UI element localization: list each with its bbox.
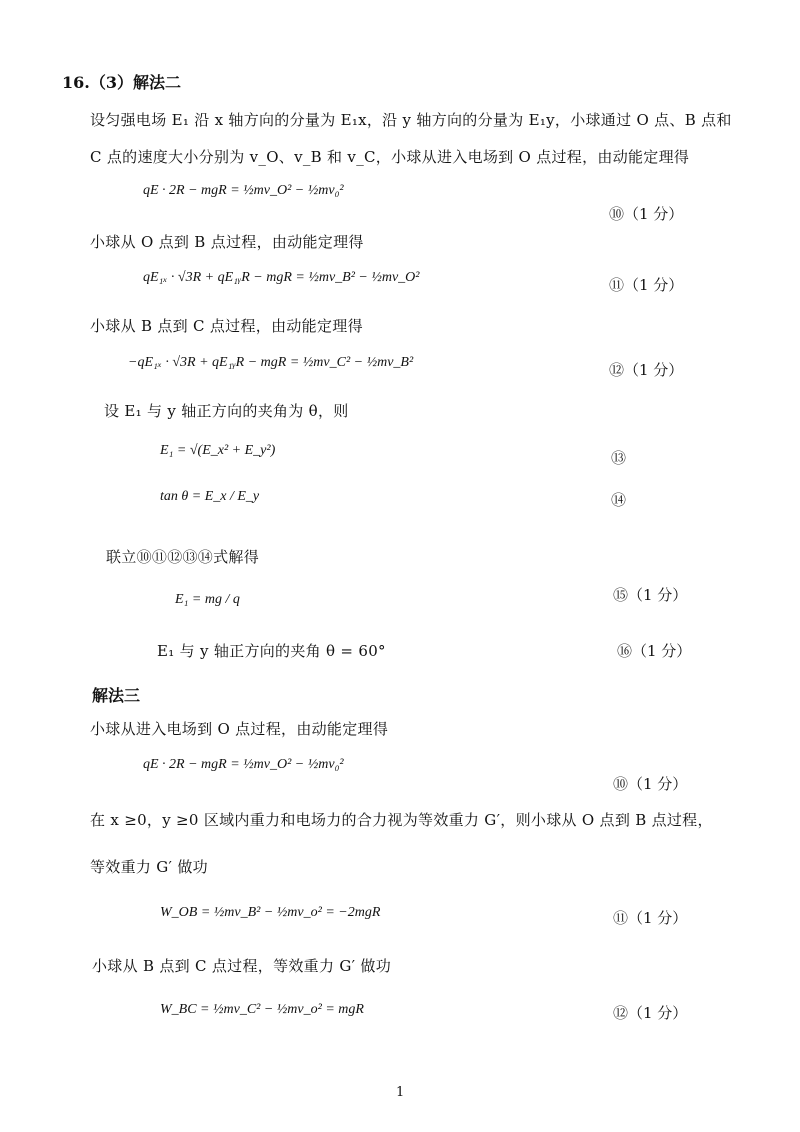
method2-tag-16: ⑯（1 分） <box>617 642 692 660</box>
method2-paragraph-3: 小球从 O 点到 B 点过程，由动能定理得 <box>90 233 364 251</box>
method2-tag-12: ⑫（1 分） <box>609 361 684 379</box>
method2-tag-11: ⑪（1 分） <box>609 276 684 294</box>
method2-formula-11: qE₁ₓ · √3R + qE₁ᵧR − mgR = ½mv_B² − ½mv_O² <box>143 270 420 285</box>
method3-paragraph-2: 在 x ≥0，y ≥0 区域内重力和电场力的合力视为等效重力 G′，则小球从 O 点到 B 点过程， <box>90 811 713 829</box>
method2-tag-13: ⑬ <box>611 449 627 467</box>
method3-tag-10: ⑩（1 分） <box>613 775 688 793</box>
method2-paragraph-2: C 点的速度大小分别为 v_O、v_B 和 v_C，小球从进入电场到 O 点过程，由动能定理得 <box>90 148 690 166</box>
method3-paragraph-1: 小球从进入电场到 O 点过程，由动能定理得 <box>90 720 389 738</box>
method3-formula-10: qE · 2R − mgR = ½mv_O² − ½mv₀² <box>143 757 344 772</box>
method2-formula-10: qE · 2R − mgR = ½mv_O² − ½mv₀² <box>143 183 344 198</box>
method3-formula-11: W_OB = ½mv_B² − ½mv_o² = −2mgR <box>160 905 381 920</box>
method2-formula-12: −qE₁ₓ · √3R + qE₁ᵧR − mgR = ½mv_C² − ½mv_B² <box>128 355 414 370</box>
method3-paragraph-4: 小球从 B 点到 C 点过程，等效重力 G′ 做功 <box>92 957 391 975</box>
method2-tag-14: ⑭ <box>611 491 627 509</box>
method3-formula-12: W_BC = ½mv_C² − ½mv_o² = mgR <box>160 1002 364 1017</box>
method2-tag-10: ⑩（1 分） <box>609 205 684 223</box>
method2-paragraph-6: 联立⑩⑪⑫⑬⑭式解得 <box>106 548 260 566</box>
page-number: 1 <box>396 1085 405 1100</box>
heading-method-3: 解法三 <box>92 686 141 705</box>
method3-tag-12: ⑫（1 分） <box>613 1004 688 1022</box>
method2-paragraph-4: 小球从 B 点到 C 点过程，由动能定理得 <box>90 317 363 335</box>
method2-formula-15: E₁ = mg / q <box>175 592 240 607</box>
method2-paragraph-1: 设匀强电场 E₁ 沿 x 轴方向的分量为 E₁x，沿 y 轴方向的分量为 E₁y，小球通过 O 点、B 点和 <box>90 111 732 129</box>
method3-paragraph-3: 等效重力 G′ 做功 <box>90 858 208 876</box>
heading-method-2: 16.（3）解法二 <box>62 73 181 92</box>
method2-paragraph-7: E₁ 与 y 轴正方向的夹角 θ = 60° <box>157 642 386 660</box>
method2-formula-13: E₁ = √(E_x² + E_y²) <box>160 443 276 458</box>
method3-tag-11: ⑪（1 分） <box>613 909 688 927</box>
method2-formula-14: tan θ = E_x / E_y <box>160 489 260 504</box>
method2-paragraph-5: 设 E₁ 与 y 轴正方向的夹角为 θ，则 <box>104 402 349 420</box>
method2-tag-15: ⑮（1 分） <box>613 586 688 604</box>
